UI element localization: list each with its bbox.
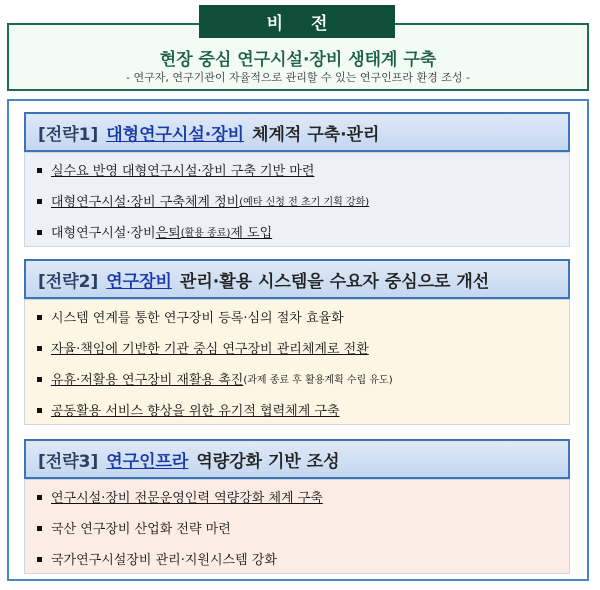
strategy-1-header: [24, 112, 570, 152]
item-text: 자율·책임에 기반한 기관 중심 연구장비 관리체계로 전환: [51, 342, 369, 357]
list-item: [51, 154, 569, 185]
item-text: 공동활용 서비스 향상을 위한 유기적 협력체계 구축: [51, 404, 340, 419]
strategy-3-title-rest: 역량강화 기반 조성: [196, 451, 340, 472]
strategy-3-keyword: 연구인프라: [106, 451, 189, 472]
item-note: (활용 종료): [180, 228, 231, 239]
item-note: (과제 종료 후 활용계획 수립 유도): [243, 375, 393, 386]
strategy-1-keyword: 대형연구시설·장비: [106, 124, 245, 145]
strategy-3-tag: [전략3]: [38, 451, 99, 472]
list-item: [51, 332, 569, 363]
item-text: 시스템 연계를 통한 연구장비 등록·심의 절차 효율화: [51, 311, 344, 326]
strategy-3-header: [24, 439, 570, 479]
list-item: [51, 216, 569, 247]
item-text-tail: 제 도입: [230, 226, 273, 241]
strategy-1-title-rest: 체계적 구축·관리: [252, 124, 380, 145]
item-note: (예타 신청 전 초기 기획 강화): [239, 197, 370, 208]
list-item: [51, 543, 569, 574]
list-item: [51, 301, 569, 332]
item-text: 국산 연구장비 산업화 전략 마련: [51, 522, 231, 537]
strategy-1-tag: [전략1]: [38, 124, 99, 145]
item-text: 유휴·저활용 연구장비 재활용 촉진: [51, 373, 244, 388]
item-text: 대형연구시설·장비: [51, 226, 156, 241]
item-text-emphasis: 은퇴: [155, 226, 181, 241]
item-text: 실수요 반영 대형연구시설·장비 구축 기반 마련: [51, 164, 315, 179]
vision-title: 현장 중심 연구시설·장비 생태계 구축: [159, 50, 437, 70]
strategy-3-body: [24, 479, 570, 574]
list-item: [51, 394, 569, 425]
list-item: [51, 512, 569, 543]
strategy-1-body: [24, 152, 570, 247]
item-text: 연구시설·장비 전문운영인력 역량강화 체계 구축: [51, 491, 323, 506]
strategy-2-tag: [전략2]: [38, 271, 99, 292]
strategy-2-header: [24, 259, 570, 299]
strategy-2-title-rest: 관리·활용 시스템을 수요자 중심으로 개선: [179, 271, 490, 292]
vision-tab: 비전: [199, 5, 395, 38]
item-text: 국가연구시설장비 관리·지원시스템 강화: [51, 553, 277, 568]
strategy-2-keyword: 연구장비: [106, 271, 172, 292]
list-item: [51, 185, 569, 216]
strategy-2-body: [24, 299, 570, 425]
vision-subtitle: - 연구자, 연구기관이 자율적으로 관리할 수 있는 연구인프라 환경 조성 -: [126, 71, 470, 84]
list-item: [51, 481, 569, 512]
list-item: [51, 363, 569, 394]
item-text: 대형연구시설·장비 구축체계 정비: [51, 195, 240, 210]
